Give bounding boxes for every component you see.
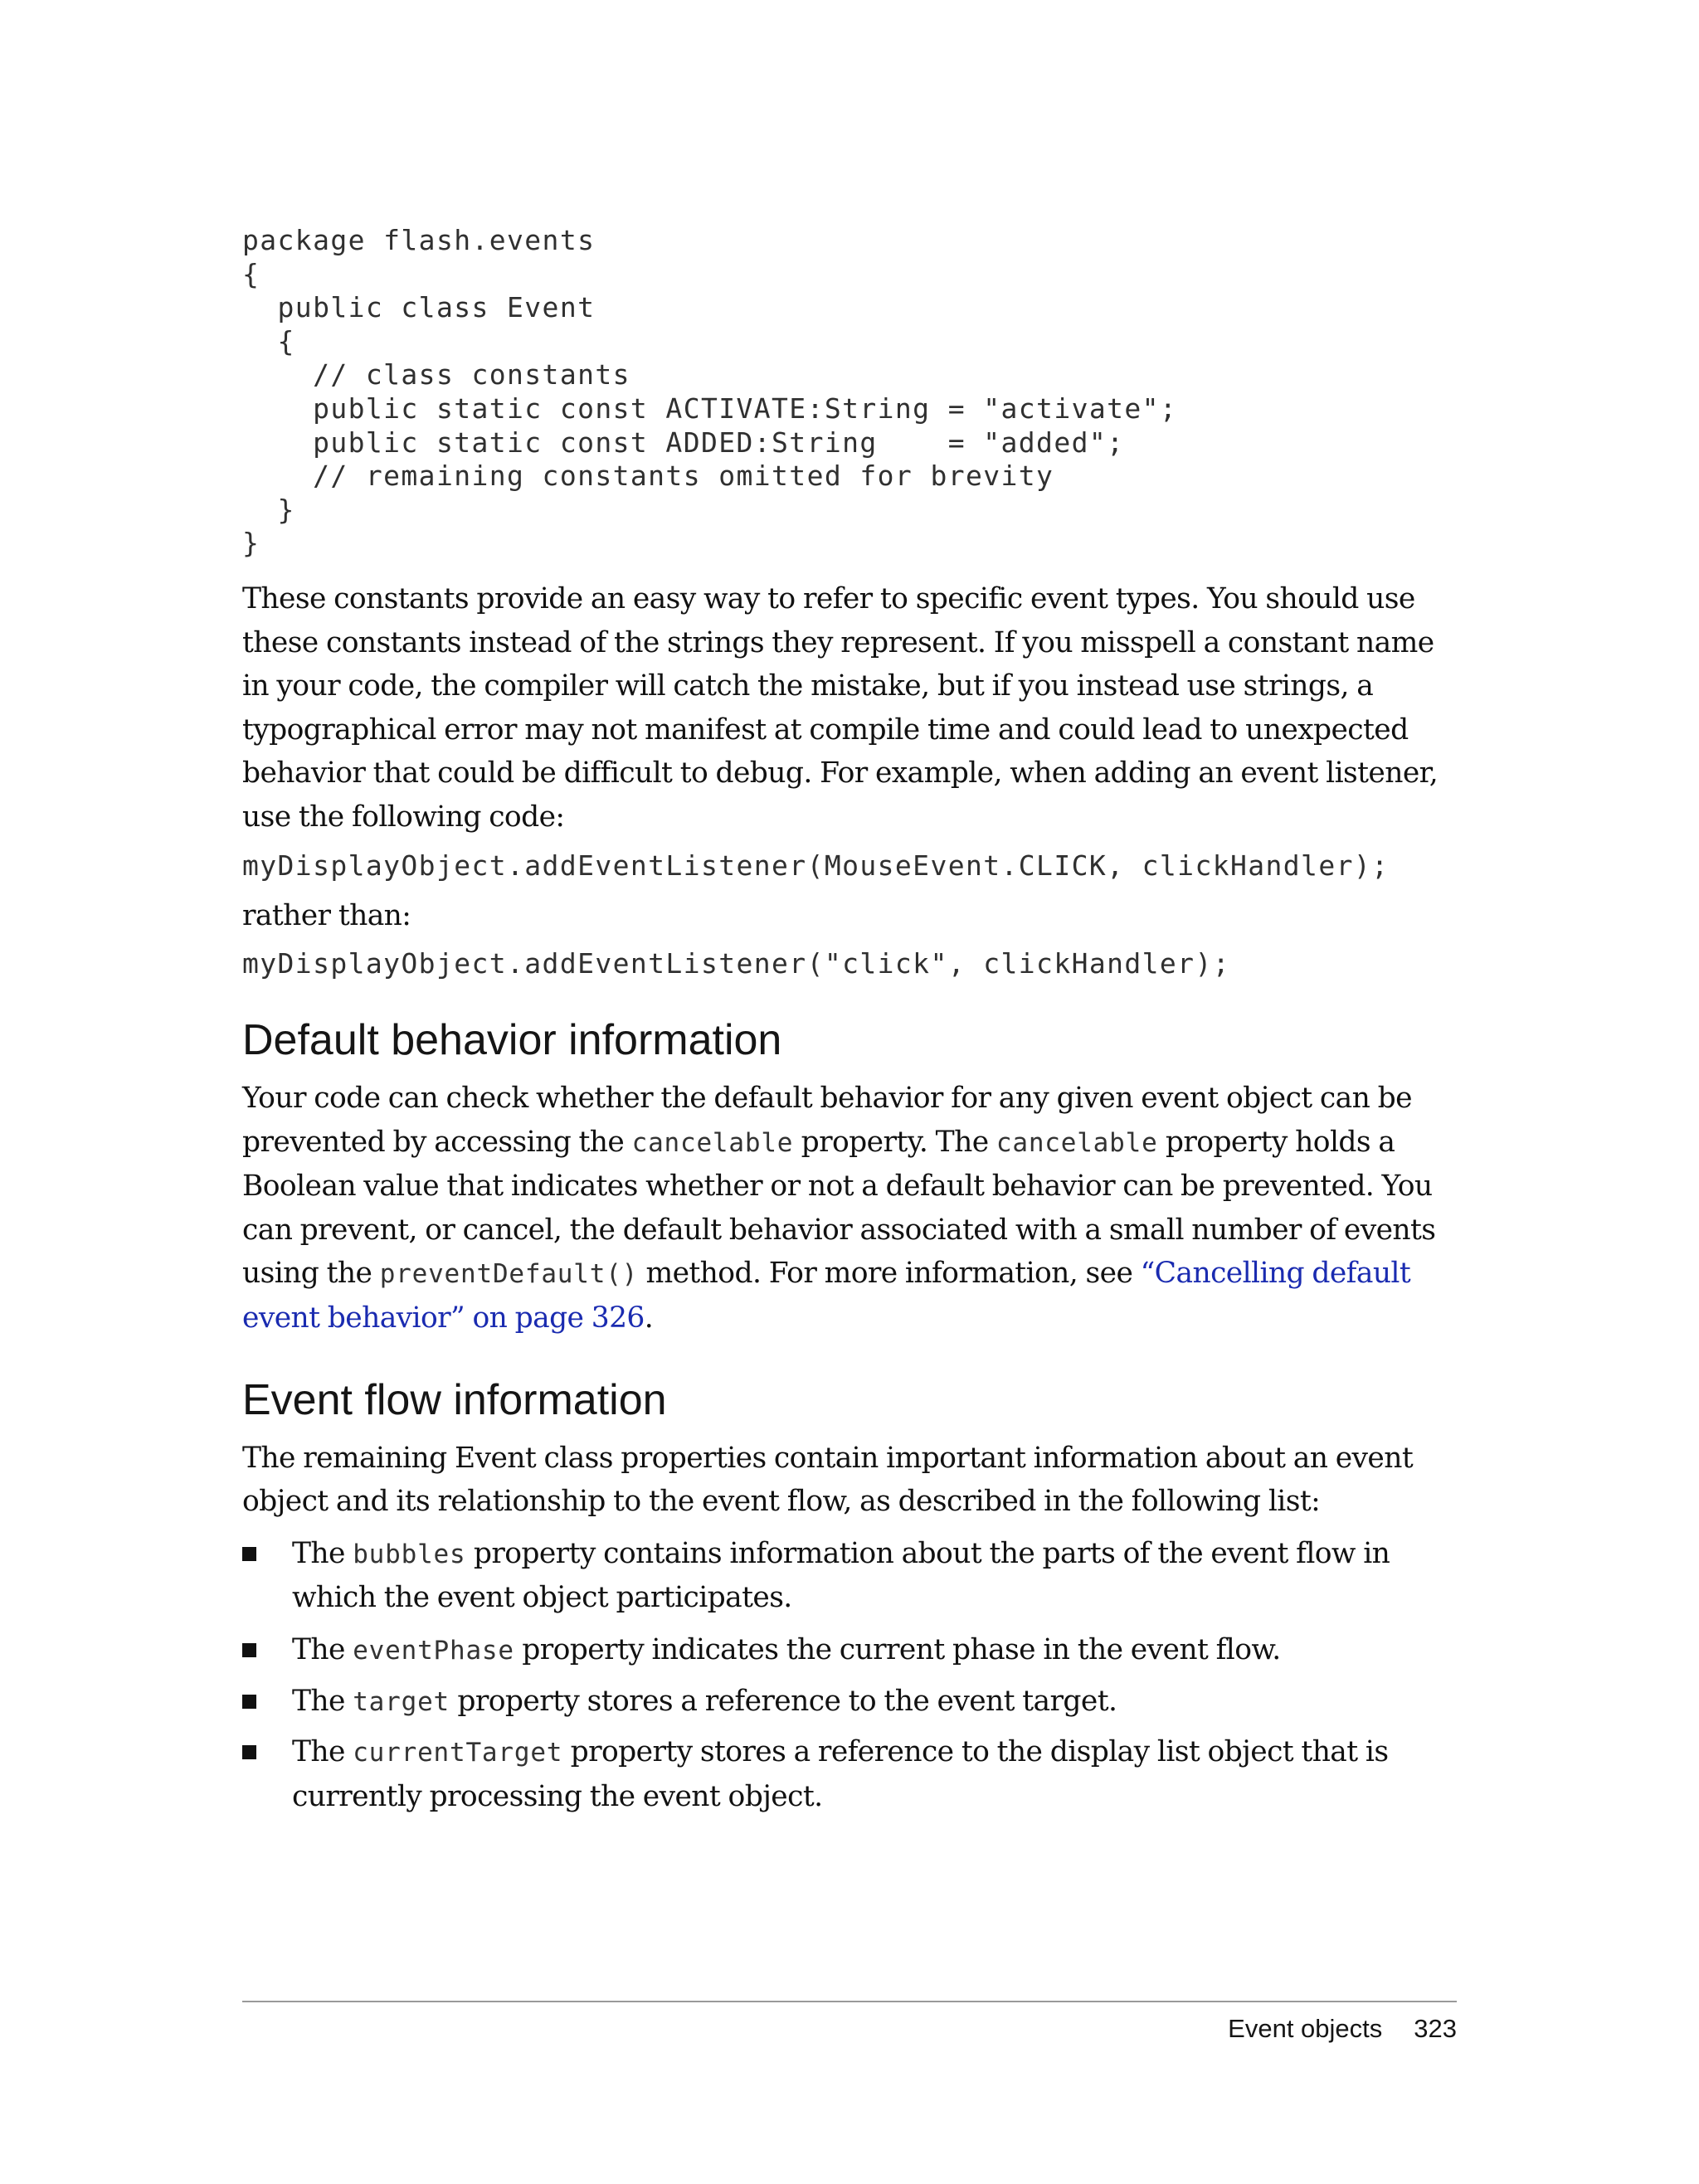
code-cancelable: cancelable bbox=[996, 1127, 1158, 1158]
page-number: 323 bbox=[1414, 2014, 1457, 2043]
paragraph-constants: These constants provide an easy way to refer to specific event types. You should use these constants instead of the strings they represent. If you misspell a constant name in your code, the compiler will catch the mistake, but if you instead use strings, a typographical error may not manifest at compile time and could lead to unexpected behavior that could be difficult to debug. For example, when adding an event listener, use the following code: bbox=[242, 581, 1439, 834]
code-cancelable: cancelable bbox=[631, 1127, 794, 1158]
footer-divider bbox=[242, 2001, 1457, 2002]
list-item bbox=[242, 1730, 1457, 1818]
heading-event-flow: Event flow information bbox=[242, 1375, 667, 1424]
code-event-phase: eventPhase bbox=[353, 1636, 514, 1666]
text-fragment: property. The bbox=[793, 1125, 996, 1159]
property-list bbox=[242, 1532, 1457, 1819]
list-item bbox=[242, 1532, 1457, 1620]
code-prevent-default: preventDefault() bbox=[379, 1259, 639, 1290]
footer-chapter-title: Event objects bbox=[1228, 2014, 1383, 2043]
text-fragment: The bbox=[292, 1536, 353, 1570]
text-fragment: . bbox=[644, 1301, 654, 1335]
paragraph-rather-than: rather than: bbox=[242, 898, 411, 932]
text-fragment: property contains information about the parts of the event flow in which the event object participates. bbox=[292, 1536, 1390, 1615]
page-content bbox=[242, 224, 1457, 1818]
heading-default-behavior: Default behavior information bbox=[242, 1016, 782, 1065]
code-target: target bbox=[353, 1686, 450, 1717]
square-bullet-icon bbox=[242, 1643, 256, 1657]
list-item bbox=[242, 1628, 1457, 1673]
text-fragment: property stores a reference to the event target. bbox=[450, 1684, 1117, 1718]
page-footer bbox=[1228, 2014, 1457, 2044]
text-fragment: property holds a Boolean value that indicates whether or not a default behavior can be prevented. You can prevent, or cancel, the default behavior associated with a small number of events using the bbox=[242, 1125, 1436, 1291]
text-fragment: property stores a reference to the display list object that is currently processing the event object. bbox=[292, 1735, 1389, 1813]
list-item bbox=[242, 1680, 1457, 1724]
text-fragment: The bbox=[292, 1735, 353, 1769]
text-fragment: method. For more information, see bbox=[638, 1257, 1141, 1291]
code-example-string: myDisplayObject.addEventListener("click", clickHandler); bbox=[242, 947, 1230, 980]
text-fragment: The bbox=[292, 1684, 353, 1718]
text-fragment: property indicates the current phase in the event flow. bbox=[514, 1633, 1281, 1667]
square-bullet-icon bbox=[242, 1745, 256, 1759]
code-example-constant: myDisplayObject.addEventListener(MouseEvent.CLICK, clickHandler); bbox=[242, 849, 1390, 882]
code-block-event-class: package flash.events { public class Event { // class constants public static const ACTIVATE:String = "activate"; public static const ADDED:String = "added"; // remaining constants omitted for brevity } } bbox=[242, 224, 1178, 560]
text-fragment: The bbox=[292, 1633, 353, 1667]
square-bullet-icon bbox=[242, 1695, 256, 1709]
text-fragment: Your code can check whether the default behavior for any given event object can be prevented by accessing the bbox=[242, 1082, 1412, 1159]
square-bullet-icon bbox=[242, 1547, 256, 1561]
cross-reference-link[interactable]: “Cancelling default event behavior” on page 326 bbox=[242, 1257, 1411, 1335]
code-current-target: currentTarget bbox=[353, 1738, 563, 1768]
code-bubbles: bubbles bbox=[353, 1539, 466, 1569]
paragraph-event-flow-intro: The remaining Event class properties contain important information about an event object and its relationship to the event flow, as described in the following list: bbox=[242, 1441, 1414, 1519]
paragraph-default-behavior bbox=[242, 1077, 1457, 1340]
